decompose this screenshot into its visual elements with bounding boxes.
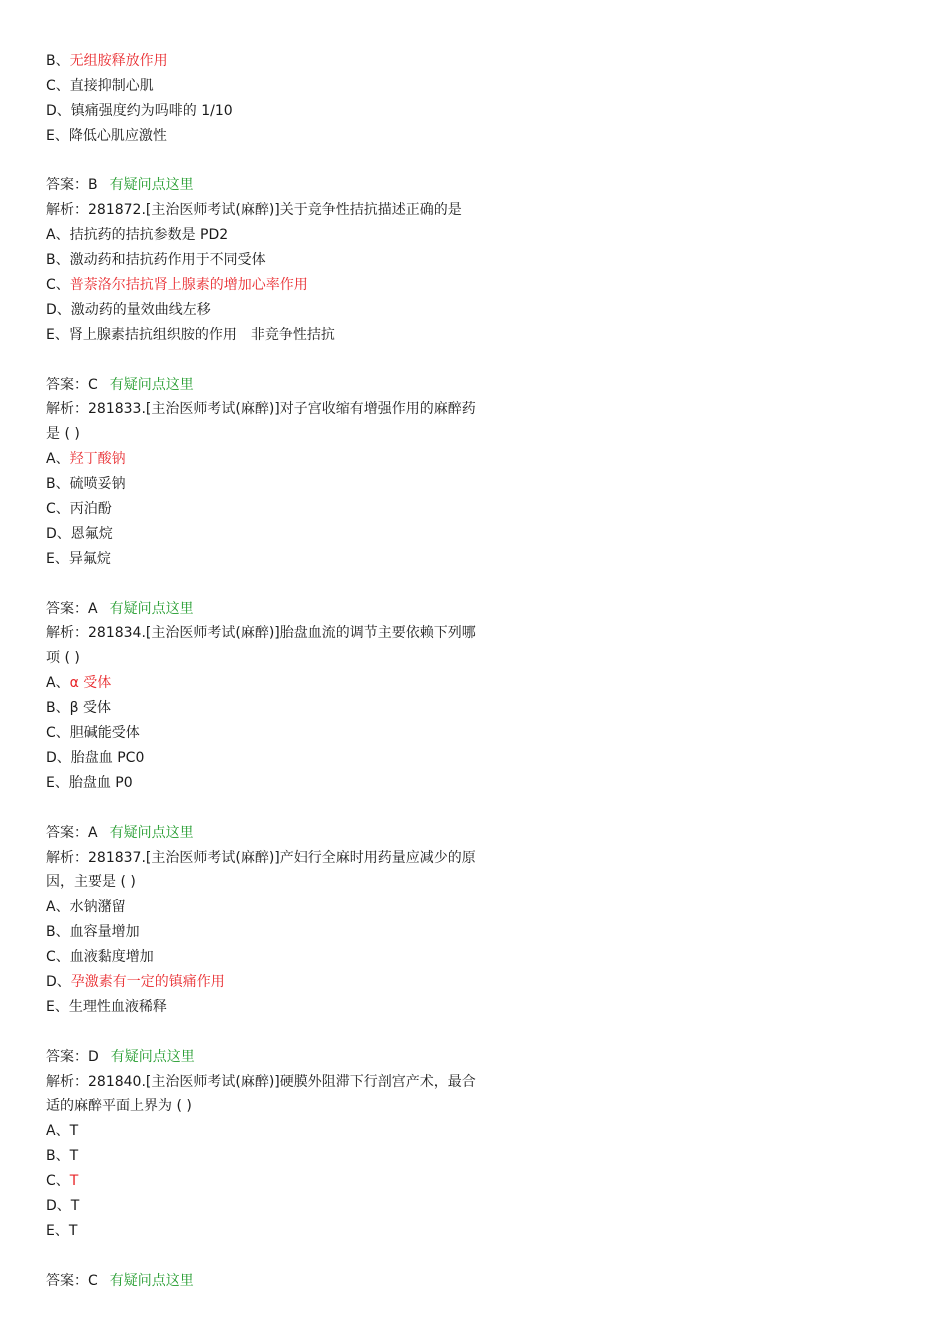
answer-line <box>46 1045 486 1070</box>
option-text: 水钠潴留 <box>69 899 126 916</box>
question-text: 解析：281840.[主治医师考试(麻醉)]硬膜外阻滞下行剖宫产术，最合 <box>46 1073 476 1090</box>
option-text: T <box>68 1222 78 1239</box>
answer-option <box>46 497 486 522</box>
option-letter: B、 <box>46 1148 70 1165</box>
answer-label: 答案：A <box>46 600 98 617</box>
answer-option <box>46 671 486 696</box>
answer-option <box>46 248 486 273</box>
option-letter: E、 <box>46 326 69 343</box>
answer-option <box>46 920 486 945</box>
answer-option <box>46 547 486 572</box>
option-text: 镇痛强度约为吗啡的 1/10 <box>70 102 233 119</box>
answer-option <box>46 472 486 497</box>
answer-line <box>46 173 486 198</box>
answer-option <box>46 696 486 721</box>
option-letter: C、 <box>46 77 70 94</box>
answer-line <box>46 597 486 622</box>
option-text: 胎盘血 PC0 <box>70 749 145 766</box>
question-text: 因，主要是 ( ) <box>46 874 136 891</box>
answer-label: 答案：C <box>46 1272 98 1289</box>
option-letter: C、 <box>46 949 70 966</box>
question-feedback-link[interactable]: 有疑问点这里 <box>110 1048 195 1065</box>
answer-option <box>46 1144 486 1169</box>
answer-option <box>46 970 486 995</box>
answer-option <box>46 49 486 74</box>
option-letter: E、 <box>46 1222 69 1239</box>
option-letter: B、 <box>46 700 70 717</box>
answer-label: 答案：D <box>46 1048 99 1065</box>
blank-line <box>46 1244 486 1269</box>
option-letter: A、 <box>46 899 70 916</box>
correct-option-text: 普萘洛尔拮抗肾上腺素的增加心率作用 <box>69 277 308 294</box>
question-text: 解析：281834.[主治医师考试(麻醉)]胎盘血流的调节主要依赖下列哪 <box>46 625 476 642</box>
answer-option <box>46 124 486 149</box>
correct-option-text: α 受体 <box>69 675 112 692</box>
correct-option-text: T <box>69 1173 79 1190</box>
option-letter: B、 <box>46 924 70 941</box>
option-letter: D、 <box>46 973 71 990</box>
question-feedback-link[interactable]: 有疑问点这里 <box>109 1272 194 1289</box>
answer-line <box>46 821 486 846</box>
option-text: 血液黏度增加 <box>69 949 154 966</box>
option-letter: C、 <box>46 277 70 294</box>
answer-option <box>46 522 486 547</box>
question-feedback-link[interactable]: 有疑问点这里 <box>109 376 194 393</box>
option-text: 降低心肌应激性 <box>68 127 167 144</box>
blank-line <box>46 149 486 174</box>
option-letter: E、 <box>46 550 69 567</box>
option-letter: C、 <box>46 501 70 518</box>
answer-option <box>46 99 486 124</box>
answer-option <box>46 1169 486 1194</box>
option-letter: E、 <box>46 998 69 1015</box>
option-letter: A、 <box>46 1123 70 1140</box>
answer-option <box>46 721 486 746</box>
answer-option <box>46 323 486 348</box>
option-letter: D、 <box>46 1197 71 1214</box>
correct-option-text: 孕激素有一定的镇痛作用 <box>70 973 225 990</box>
option-letter: D、 <box>46 102 71 119</box>
option-text: 激动药的量效曲线左移 <box>70 301 211 318</box>
option-letter: D、 <box>46 749 71 766</box>
question-feedback-link[interactable]: 有疑问点这里 <box>109 600 194 617</box>
option-text: 血容量增加 <box>69 924 140 941</box>
question-feedback-link[interactable]: 有疑问点这里 <box>109 177 194 194</box>
option-letter: B、 <box>46 476 70 493</box>
document-page <box>46 49 486 1294</box>
answer-option <box>46 1219 486 1244</box>
option-text: β 受体 <box>69 700 111 717</box>
answer-option <box>46 995 486 1020</box>
blank-line <box>46 348 486 373</box>
answer-line <box>46 373 486 398</box>
answer-option <box>46 1194 486 1219</box>
answer-option <box>46 945 486 970</box>
answer-line <box>46 1269 486 1294</box>
blank-line <box>46 572 486 597</box>
option-text: T <box>69 1148 79 1165</box>
option-text: 胆碱能受体 <box>69 725 140 742</box>
option-text: T <box>70 1197 80 1214</box>
answer-option <box>46 895 486 920</box>
option-text: 生理性血液稀释 <box>68 998 167 1015</box>
option-text: 胎盘血 P0 <box>68 774 133 791</box>
option-letter: A、 <box>46 227 70 244</box>
option-text: 丙泊酚 <box>69 501 112 518</box>
question-feedback-link[interactable]: 有疑问点这里 <box>109 824 194 841</box>
answer-label: 答案：B <box>46 177 98 194</box>
option-text: 拮抗药的拮抗参数是 PD2 <box>69 227 229 244</box>
question-text: 解析：281837.[主治医师考试(麻醉)]产妇行全麻时用药量应减少的原 <box>46 849 476 866</box>
correct-option-text: 羟丁酸钠 <box>69 451 126 468</box>
answer-option <box>46 223 486 248</box>
option-text: 异氟烷 <box>68 550 111 567</box>
answer-option <box>46 746 486 771</box>
option-text: 激动药和拮抗药作用于不同受体 <box>69 252 266 269</box>
question-text: 适的麻醉平面上界为 ( ) <box>46 1098 192 1115</box>
question-text: 解析：281833.[主治医师考试(麻醉)]对子宫收缩有增强作用的麻醉药 <box>46 401 476 418</box>
option-text: 直接抑制心肌 <box>69 77 154 94</box>
option-letter: A、 <box>46 675 70 692</box>
blank-line <box>46 1020 486 1045</box>
correct-option-text: 无组胺释放作用 <box>69 53 168 69</box>
question-text: 解析：281872.[主治医师考试(麻醉)]关于竞争性拮抗描述正确的是 <box>46 202 462 219</box>
option-letter: C、 <box>46 1173 70 1190</box>
answer-option <box>46 1119 486 1144</box>
option-letter: D、 <box>46 525 71 542</box>
answer-option <box>46 447 486 472</box>
option-letter: C、 <box>46 725 70 742</box>
answer-option <box>46 74 486 99</box>
option-text: 硫喷妥钠 <box>69 476 126 493</box>
option-text: T <box>69 1123 79 1140</box>
option-letter: D、 <box>46 301 71 318</box>
option-letter: E、 <box>46 774 69 791</box>
answer-option <box>46 771 486 796</box>
blank-line <box>46 796 486 821</box>
answer-label: 答案：A <box>46 824 98 841</box>
option-letter: E、 <box>46 127 69 144</box>
option-letter: A、 <box>46 451 70 468</box>
option-letter: B、 <box>46 53 70 69</box>
answer-option <box>46 273 486 298</box>
option-letter: B、 <box>46 252 70 269</box>
option-text: 恩氟烷 <box>70 525 113 542</box>
answer-label: 答案：C <box>46 376 98 393</box>
answer-option <box>46 298 486 323</box>
question-text: 是 ( ) <box>46 426 80 443</box>
question-text: 项 ( ) <box>46 650 80 667</box>
option-text: 肾上腺素拮抗组织胺的作用 非竞争性拮抗 <box>68 326 335 343</box>
